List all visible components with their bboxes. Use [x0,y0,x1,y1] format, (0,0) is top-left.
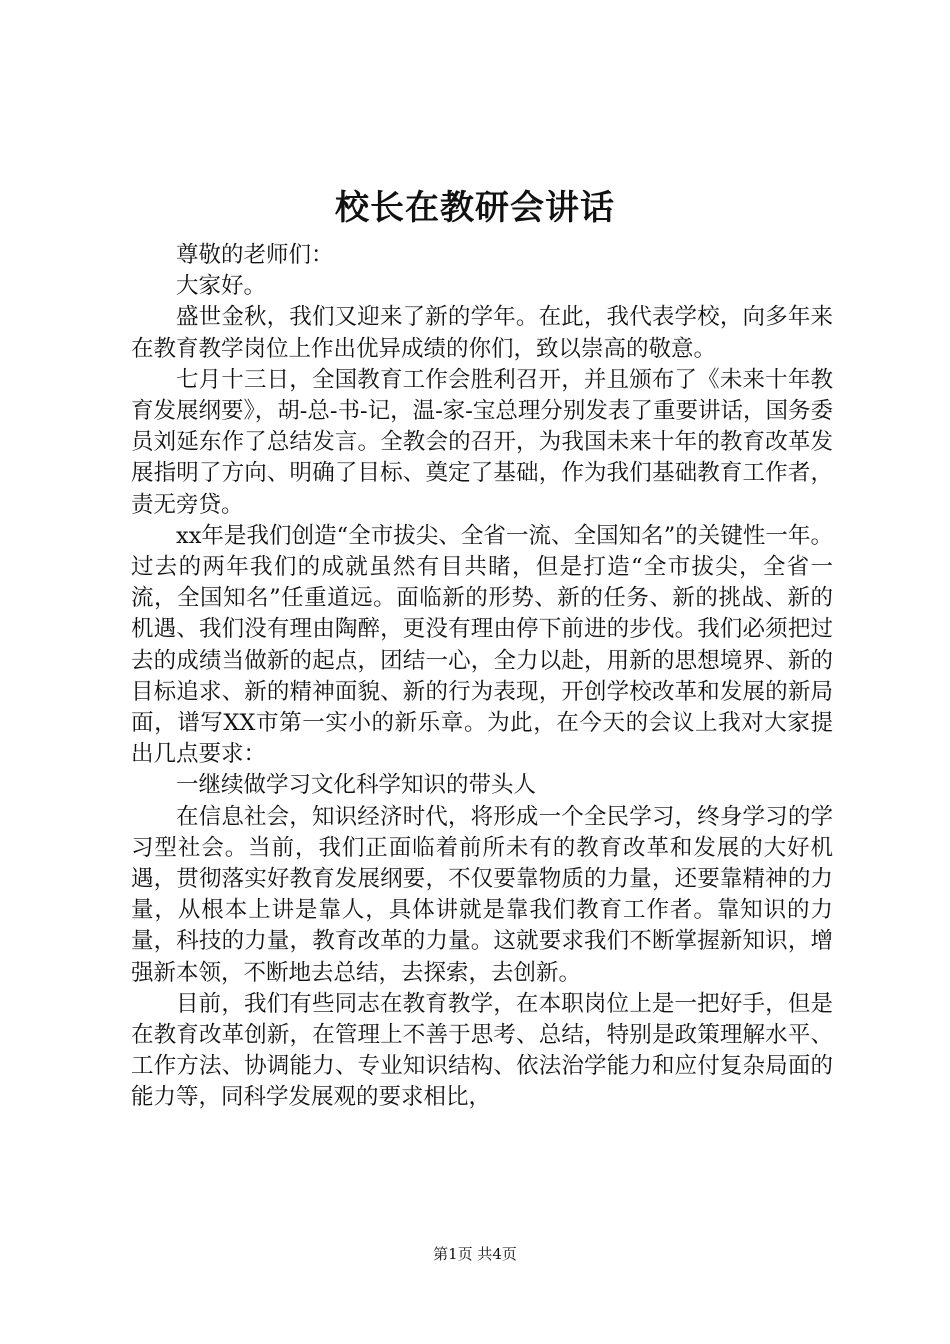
paragraph: 盛世金秋，我们又迎来了新的学年。在此，我代表学校，向多年来在教育教学岗位上作出优异成绩的你们，致以崇高的敬意。 [131,304,833,362]
section-heading: 一继续做学习文化科学知识的带头人 [176,772,537,799]
page-footer: 第1页 共4页 [433,1245,517,1263]
paragraph: 目前，我们有些同志在教育教学，在本职岗位上是一把好手，但是在教育改革创新，在管理上不善于思考、总结，特别是政策理解水平、工作方法、协调能力、专业知识结构、依法治学能力和应付复杂局面的能力等，同科学发展观的要求相比， [131,990,833,1111]
salutation: 尊敬的老师们： [176,242,334,268]
paragraph: xx年是我们创造“全市拔尖、全省一流、全国知名”的关键性一年。过去的两年我们的成就虽然有目共睹，但是打造“全市拔尖，全省一流，全国知名”任重道远。面临新的形势、新的任务、新的挑战、新的机遇、我们没有理由陶醉，更没有理由停下前进的步伐。我们必须把过去的成绩当做新的起点，团结一心，全力以赴，用新的思想境界、新的目标追求、新的精神面貌、新的行为表现，开创学校改革和发展的新局面，谱写XX市第一实小的新乐章。为此，在今天的会议上我对大家提出几点要求： [131,522,833,768]
greeting: 大家好。 [176,273,267,300]
document-title: 校长在教研会讲话 [335,188,615,228]
paragraph: 在信息社会，知识经济时代，将形成一个全民学习，终身学习的学习型社会。当前，我们正面临着前所未有的教育改革和发展的大好机遇，贯彻落实好教育发展纲要，不仅要靠物质的力量，还要靠精神的力量，从根本上讲是靠人，具体讲就是靠我们教育工作者。靠知识的力量，科技的力量，教育改革的力量。这就要求我们不断掌握新知识，增强新本领，不断地去总结，去探索，去创新。 [131,803,833,986]
paragraph: 七月十三日，全国教育工作会胜利召开，并且颁布了《未来十年教育发展纲要》，胡-总-书-记，温-家-宝总理分别发表了重要讲话，国务委员刘延东作了总结发言。全教会的召开，为我国未来十年的教育改革发展指明了方向、明确了目标、奠定了基础，作为我们基础教育工作者，责无旁贷。 [131,366,833,518]
document-body [131,240,833,1114]
